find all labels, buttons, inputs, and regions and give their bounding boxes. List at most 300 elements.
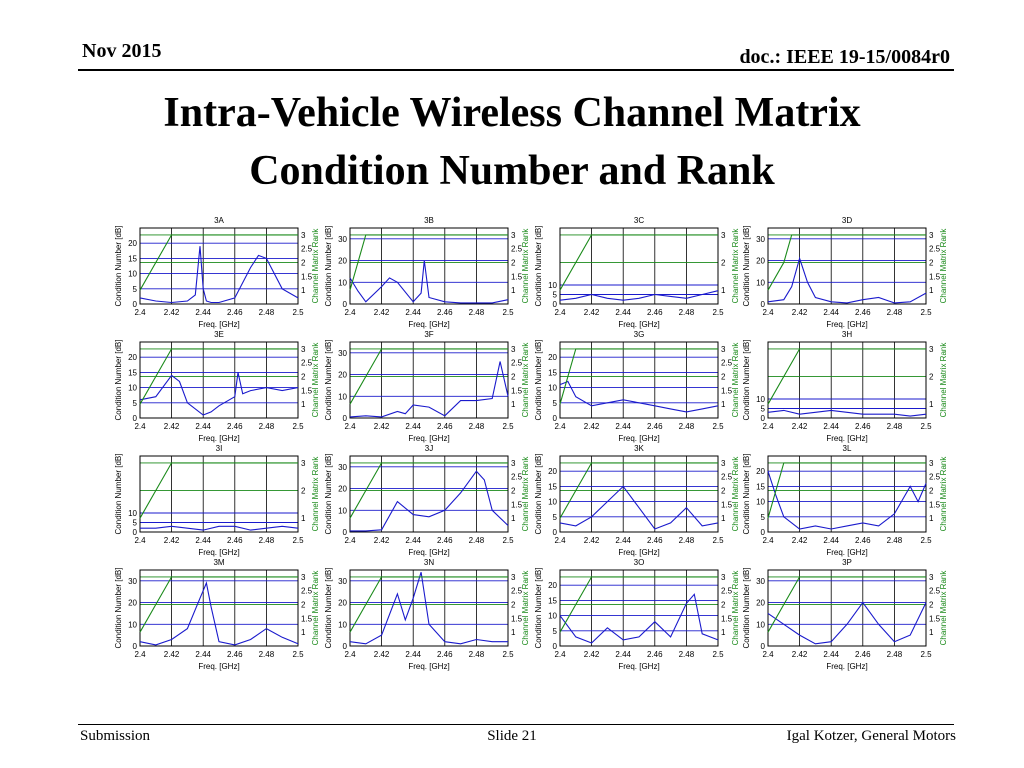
header-doc-id: doc.: IEEE 19-15/0084r0	[739, 46, 950, 68]
x-tick-label: 2.42	[583, 650, 600, 659]
condition-number-line	[768, 471, 926, 529]
plot-frame	[140, 342, 298, 418]
x-tick-label: 2.42	[373, 308, 390, 317]
x-tick-label: 2.42	[583, 536, 600, 545]
condition-number-line	[560, 382, 718, 412]
y2-tick-label: 1	[511, 628, 516, 638]
y-tick-label: 20	[338, 484, 347, 494]
y-axis-label: Condition Number [dB]	[742, 339, 751, 421]
plot-frame	[140, 570, 298, 646]
x-tick-label: 2.44	[823, 422, 839, 431]
plot-frame	[768, 228, 926, 304]
x-tick-label: 2.48	[468, 650, 485, 659]
plot-frame	[768, 456, 926, 532]
y2-tick-label: 3	[511, 230, 516, 240]
x-tick-label: 2.48	[678, 536, 695, 545]
y2-tick-label: 2.5	[301, 586, 313, 596]
y2-tick-label: 1	[929, 286, 934, 296]
y-tick-label: 5	[760, 404, 765, 414]
slide-title-line2: Condition Number and Rank	[249, 148, 775, 194]
x-tick-label: 2.48	[678, 308, 695, 317]
plot-frame	[350, 570, 508, 646]
y-tick-label: 0	[132, 642, 137, 651]
x-tick-label: 2.4	[134, 308, 146, 317]
panel-title: 3H	[841, 330, 853, 339]
y2-tick-label: 2	[301, 372, 306, 382]
y2-tick-label: 3	[301, 344, 306, 354]
x-tick-label: 2.44	[405, 650, 421, 659]
y2-tick-label: 3	[301, 458, 306, 468]
x-tick-label: 2.44	[615, 422, 631, 431]
y2-tick-label: 3	[929, 230, 934, 240]
y-tick-label: 30	[756, 234, 765, 244]
x-tick-label: 2.48	[886, 422, 903, 431]
condition-number-line	[350, 362, 508, 417]
x-tick-label: 2.5	[292, 650, 304, 659]
plot-frame	[140, 228, 298, 304]
y2-tick-label: 1.5	[301, 386, 313, 396]
y-tick-label: 10	[548, 611, 557, 621]
y-tick-label: 0	[552, 300, 557, 309]
y2-tick-label: 1	[929, 400, 934, 410]
y-tick-label: 20	[128, 239, 137, 249]
y-axis-label: Condition Number [dB]	[114, 225, 123, 307]
x-tick-label: 2.48	[886, 650, 903, 659]
y2-tick-label: 1	[721, 514, 726, 524]
y2-tick-label: 1	[301, 514, 306, 524]
panel-title: 3C	[633, 216, 645, 225]
plot-frame	[350, 456, 508, 532]
y2-tick-label: 3	[511, 572, 516, 582]
x-tick-label: 2.5	[920, 308, 932, 317]
x-tick-label: 2.42	[791, 650, 808, 659]
y2-tick-label: 2	[721, 600, 726, 610]
x-tick-label: 2.5	[502, 536, 514, 545]
x-axis-label: Freq. [GHz]	[826, 434, 868, 443]
condition-number-line	[768, 410, 926, 416]
x-tick-label: 2.42	[163, 536, 180, 545]
y2-axis-label: Channel Matrix Rank	[939, 456, 948, 532]
footer-submission: Submission	[80, 728, 151, 744]
condition-number-line	[140, 246, 298, 302]
x-tick-label: 2.5	[292, 422, 304, 431]
y2-tick-label: 3	[301, 572, 306, 582]
y2-tick-label: 2.5	[301, 244, 313, 254]
x-tick-label: 2.48	[258, 650, 275, 659]
panel-title: 3O	[633, 558, 645, 567]
x-tick-label: 2.42	[791, 536, 808, 545]
x-tick-label: 2.44	[195, 308, 211, 317]
condition-number-line	[768, 603, 926, 644]
x-tick-label: 2.42	[163, 650, 180, 659]
y-tick-label: 5	[552, 626, 557, 636]
x-tick-label: 2.4	[762, 536, 774, 545]
y2-tick-label: 3	[929, 572, 934, 582]
x-tick-label: 2.42	[791, 422, 808, 431]
y2-axis-label: Channel Matrix Rank	[521, 342, 530, 418]
x-tick-label: 2.42	[373, 422, 390, 431]
panel-title: 3A	[214, 216, 224, 225]
x-tick-label: 2.44	[405, 308, 421, 317]
x-tick-label: 2.5	[920, 650, 932, 659]
y2-tick-label: 1.5	[511, 500, 523, 510]
x-tick-label: 2.42	[583, 422, 600, 431]
y2-axis-label: Channel Matrix Rank	[731, 570, 740, 646]
x-tick-label: 2.46	[437, 536, 453, 545]
condition-number-line	[140, 526, 298, 530]
y-tick-label: 5	[760, 512, 765, 522]
x-tick-label: 2.48	[258, 308, 275, 317]
panel-title: 3D	[841, 216, 853, 225]
condition-number-line	[560, 594, 718, 643]
x-tick-label: 2.46	[227, 422, 243, 431]
x-axis-label: Freq. [GHz]	[408, 548, 450, 557]
y-tick-label: 10	[548, 281, 557, 290]
panel-title: 3G	[633, 330, 645, 339]
x-tick-label: 2.44	[195, 536, 211, 545]
x-tick-label: 2.5	[712, 650, 724, 659]
y2-axis-label: Channel Matrix Rank	[521, 570, 530, 646]
y2-tick-label: 1.5	[301, 614, 313, 624]
y-tick-label: 30	[338, 576, 347, 586]
y-tick-label: 0	[132, 414, 137, 423]
footer-author: Igal Kotzer, General Motors	[786, 728, 956, 744]
x-tick-label: 2.46	[647, 308, 663, 317]
y2-tick-label: 1	[301, 628, 306, 638]
y2-tick-label: 3	[511, 458, 516, 468]
condition-number-line	[768, 258, 926, 303]
x-tick-label: 2.5	[920, 422, 932, 431]
y2-tick-label: 1.5	[929, 500, 941, 510]
plot-frame	[560, 228, 718, 304]
x-tick-label: 2.5	[502, 422, 514, 431]
x-tick-label: 2.42	[163, 422, 180, 431]
x-tick-label: 2.5	[292, 536, 304, 545]
y-tick-label: 20	[338, 598, 347, 608]
y2-tick-label: 3	[511, 344, 516, 354]
y-axis-label: Condition Number [dB]	[534, 453, 543, 535]
footer-rule	[78, 724, 954, 725]
x-tick-label: 2.5	[712, 308, 724, 317]
y-tick-label: 5	[552, 290, 557, 300]
panel-title: 3F	[424, 330, 434, 339]
y-tick-label: 15	[548, 482, 557, 492]
y2-axis-label: Channel Matrix Rank	[939, 228, 948, 304]
y-tick-label: 5	[132, 518, 137, 528]
y-tick-label: 10	[548, 497, 557, 507]
y2-tick-label: 2	[721, 372, 726, 382]
x-axis-label: Freq. [GHz]	[826, 548, 868, 557]
y2-axis-label: Channel Matrix Rank	[731, 456, 740, 532]
y-tick-label: 15	[128, 368, 137, 378]
y2-axis-label: Channel Matrix Rank	[521, 228, 530, 304]
x-tick-label: 2.4	[554, 536, 566, 545]
x-tick-label: 2.4	[762, 650, 774, 659]
y2-tick-label: 2	[511, 486, 516, 496]
x-tick-label: 2.46	[227, 650, 243, 659]
x-axis-label: Freq. [GHz]	[618, 662, 660, 671]
y2-tick-label: 1	[301, 286, 306, 296]
plot-frame	[560, 456, 718, 532]
panel-title: 3L	[842, 444, 852, 453]
x-tick-label: 2.4	[344, 536, 356, 545]
panel-title: 3M	[213, 558, 225, 567]
y2-tick-label: 1.5	[929, 614, 941, 624]
y2-tick-label: 1.5	[721, 614, 733, 624]
y-tick-label: 10	[128, 509, 137, 518]
y2-tick-label: 2	[929, 600, 934, 610]
x-tick-label: 2.4	[554, 308, 566, 317]
y-tick-label: 0	[132, 300, 137, 309]
x-tick-label: 2.4	[134, 650, 146, 659]
y2-tick-label: 1	[511, 286, 516, 296]
x-tick-label: 2.5	[292, 308, 304, 317]
y2-tick-label: 2.5	[511, 472, 523, 482]
y-tick-label: 30	[338, 234, 347, 244]
y-tick-label: 10	[338, 620, 347, 630]
x-axis-label: Freq. [GHz]	[826, 320, 868, 329]
y-tick-label: 20	[756, 256, 765, 266]
condition-number-line	[560, 486, 718, 529]
y-tick-label: 20	[338, 256, 347, 266]
x-tick-label: 2.4	[344, 422, 356, 431]
y-axis-label: Condition Number [dB]	[742, 567, 751, 649]
panel-title: 3K	[634, 444, 644, 453]
header-date: Nov 2015	[82, 40, 162, 62]
y2-tick-label: 1.5	[721, 386, 733, 396]
y-tick-label: 10	[756, 278, 765, 288]
y2-tick-label: 2	[929, 372, 934, 382]
y2-axis-label: Channel Matrix Rank	[311, 570, 320, 646]
y2-axis-label: Channel Matrix Rank	[311, 342, 320, 418]
y-axis-label: Condition Number [dB]	[114, 567, 123, 649]
x-tick-label: 2.44	[615, 536, 631, 545]
x-tick-label: 2.4	[134, 422, 146, 431]
y2-tick-label: 1.5	[929, 272, 941, 282]
y-axis-label: Condition Number [dB]	[534, 225, 543, 307]
x-tick-label: 2.4	[554, 422, 566, 431]
y2-tick-label: 3	[929, 344, 934, 354]
y2-tick-label: 2	[721, 486, 726, 496]
y2-tick-label: 2	[301, 486, 306, 496]
y-tick-label: 0	[552, 528, 557, 537]
x-tick-label: 2.48	[886, 536, 903, 545]
y2-tick-label: 2	[511, 258, 516, 268]
x-tick-label: 2.44	[195, 422, 211, 431]
x-axis-label: Freq. [GHz]	[198, 548, 240, 557]
y-tick-label: 0	[760, 300, 765, 309]
y2-tick-label: 1	[511, 514, 516, 524]
y2-tick-label: 2.5	[929, 472, 941, 482]
y2-tick-label: 3	[929, 458, 934, 468]
y-tick-label: 30	[338, 462, 347, 472]
x-tick-label: 2.46	[855, 422, 871, 431]
y2-tick-label: 1.5	[721, 500, 733, 510]
x-tick-label: 2.46	[647, 536, 663, 545]
x-tick-label: 2.4	[344, 308, 356, 317]
y2-axis-label: Channel Matrix Rank	[939, 342, 948, 418]
y2-tick-label: 2	[929, 258, 934, 268]
y2-tick-label: 1	[929, 514, 934, 524]
y-axis-label: Condition Number [dB]	[324, 225, 333, 307]
y-tick-label: 10	[548, 383, 557, 393]
y-tick-label: 10	[756, 620, 765, 630]
y-tick-label: 0	[342, 414, 347, 423]
y-tick-label: 5	[552, 512, 557, 522]
y-tick-label: 5	[132, 398, 137, 408]
x-tick-label: 2.5	[712, 536, 724, 545]
y2-tick-label: 2	[929, 486, 934, 496]
y-axis-label: Condition Number [dB]	[114, 453, 123, 535]
plot-frame	[350, 228, 508, 304]
panel-title: 3J	[424, 444, 434, 453]
x-axis-label: Freq. [GHz]	[618, 320, 660, 329]
y-tick-label: 0	[342, 300, 347, 309]
slide-title-line1: Intra-Vehicle Wireless Channel Matrix	[163, 90, 861, 136]
y-tick-label: 10	[338, 278, 347, 288]
y2-tick-label: 1	[721, 400, 726, 410]
x-tick-label: 2.46	[437, 650, 453, 659]
x-tick-label: 2.5	[712, 422, 724, 431]
x-tick-label: 2.48	[258, 536, 275, 545]
panel-title: 3B	[424, 216, 434, 225]
y2-tick-label: 1.5	[301, 272, 313, 282]
y2-axis-label: Channel Matrix Rank	[731, 228, 740, 304]
y2-tick-label: 1.5	[511, 272, 523, 282]
panel-title: 3E	[214, 330, 224, 339]
y2-tick-label: 2.5	[301, 358, 313, 368]
x-tick-label: 2.5	[502, 308, 514, 317]
y2-tick-label: 1	[929, 628, 934, 638]
x-tick-label: 2.46	[647, 422, 663, 431]
x-tick-label: 2.4	[344, 650, 356, 659]
y2-tick-label: 3	[721, 230, 726, 240]
y2-axis-label: Channel Matrix Rank	[311, 228, 320, 304]
x-tick-label: 2.48	[886, 308, 903, 317]
y-tick-label: 20	[338, 370, 347, 380]
y2-tick-label: 2	[301, 600, 306, 610]
x-tick-label: 2.4	[134, 536, 146, 545]
panel-title: 3I	[215, 444, 223, 453]
y-tick-label: 30	[756, 576, 765, 586]
x-tick-label: 2.46	[227, 536, 243, 545]
plot-frame	[560, 570, 718, 646]
y-tick-label: 20	[548, 353, 557, 363]
y-tick-label: 10	[128, 620, 137, 630]
y2-tick-label: 2.5	[721, 358, 733, 368]
x-tick-label: 2.48	[468, 536, 485, 545]
x-tick-label: 2.42	[373, 650, 390, 659]
y-tick-label: 10	[338, 392, 347, 402]
y2-axis-label: Channel Matrix Rank	[939, 570, 948, 646]
x-tick-label: 2.4	[554, 650, 566, 659]
x-tick-label: 2.44	[823, 308, 839, 317]
y-tick-label: 20	[548, 581, 557, 591]
y-tick-label: 0	[760, 642, 765, 651]
y2-axis-label: Channel Matrix Rank	[731, 342, 740, 418]
x-tick-label: 2.44	[615, 650, 631, 659]
x-tick-label: 2.46	[855, 536, 871, 545]
y-tick-label: 0	[552, 414, 557, 423]
x-tick-label: 2.48	[678, 422, 695, 431]
y2-tick-label: 2	[721, 258, 726, 268]
x-axis-label: Freq. [GHz]	[198, 320, 240, 329]
y-tick-label: 10	[756, 497, 765, 507]
y-tick-label: 0	[760, 528, 765, 537]
plot-frame	[768, 570, 926, 646]
x-tick-label: 2.46	[855, 308, 871, 317]
y-axis-label: Condition Number [dB]	[534, 339, 543, 421]
y-axis-label: Condition Number [dB]	[534, 567, 543, 649]
condition-number-line	[560, 291, 718, 301]
y-tick-label: 0	[342, 528, 347, 537]
y2-tick-label: 2	[511, 600, 516, 610]
y-tick-label: 20	[128, 353, 137, 363]
plot-frame	[140, 456, 298, 532]
x-tick-label: 2.44	[823, 650, 839, 659]
x-tick-label: 2.48	[678, 650, 695, 659]
plot-frame	[560, 342, 718, 418]
x-axis-label: Freq. [GHz]	[408, 434, 450, 443]
y-axis-label: Condition Number [dB]	[742, 225, 751, 307]
y-tick-label: 5	[132, 284, 137, 294]
x-axis-label: Freq. [GHz]	[408, 320, 450, 329]
condition-number-line	[350, 572, 508, 644]
x-tick-label: 2.46	[437, 422, 453, 431]
x-tick-label: 2.46	[437, 308, 453, 317]
x-tick-label: 2.44	[823, 536, 839, 545]
y2-tick-label: 3	[301, 230, 306, 240]
y2-tick-label: 2.5	[511, 244, 523, 254]
y2-tick-label: 2	[301, 258, 306, 268]
y-tick-label: 0	[760, 414, 765, 423]
x-tick-label: 2.48	[258, 422, 275, 431]
x-tick-label: 2.46	[227, 308, 243, 317]
y2-axis-label: Channel Matrix Rank	[311, 456, 320, 532]
x-tick-label: 2.44	[615, 308, 631, 317]
y2-tick-label: 3	[721, 458, 726, 468]
y-axis-label: Condition Number [dB]	[114, 339, 123, 421]
y-tick-label: 20	[548, 467, 557, 477]
y2-tick-label: 2.5	[929, 244, 941, 254]
y-axis-label: Condition Number [dB]	[324, 339, 333, 421]
y2-tick-label: 3	[721, 344, 726, 354]
x-tick-label: 2.42	[583, 308, 600, 317]
x-tick-label: 2.42	[791, 308, 808, 317]
y2-tick-label: 1	[721, 628, 726, 638]
y-tick-label: 0	[552, 642, 557, 651]
condition-number-line	[140, 583, 298, 645]
x-axis-label: Freq. [GHz]	[618, 548, 660, 557]
x-tick-label: 2.42	[373, 536, 390, 545]
footer-slide-number: Slide 21	[487, 728, 537, 744]
x-tick-label: 2.44	[405, 536, 421, 545]
y-tick-label: 20	[756, 598, 765, 608]
x-axis-label: Freq. [GHz]	[198, 434, 240, 443]
y-axis-label: Condition Number [dB]	[324, 453, 333, 535]
x-tick-label: 2.5	[920, 536, 932, 545]
y2-axis-label: Channel Matrix Rank	[521, 456, 530, 532]
y-tick-label: 15	[756, 482, 765, 492]
y2-tick-label: 2.5	[721, 586, 733, 596]
x-axis-label: Freq. [GHz]	[408, 662, 450, 671]
y2-tick-label: 1.5	[511, 386, 523, 396]
y-axis-label: Condition Number [dB]	[324, 567, 333, 649]
y2-tick-label: 1	[301, 400, 306, 410]
y-tick-label: 15	[548, 368, 557, 378]
x-tick-label: 2.48	[468, 422, 485, 431]
panel-title: 3P	[842, 558, 852, 567]
